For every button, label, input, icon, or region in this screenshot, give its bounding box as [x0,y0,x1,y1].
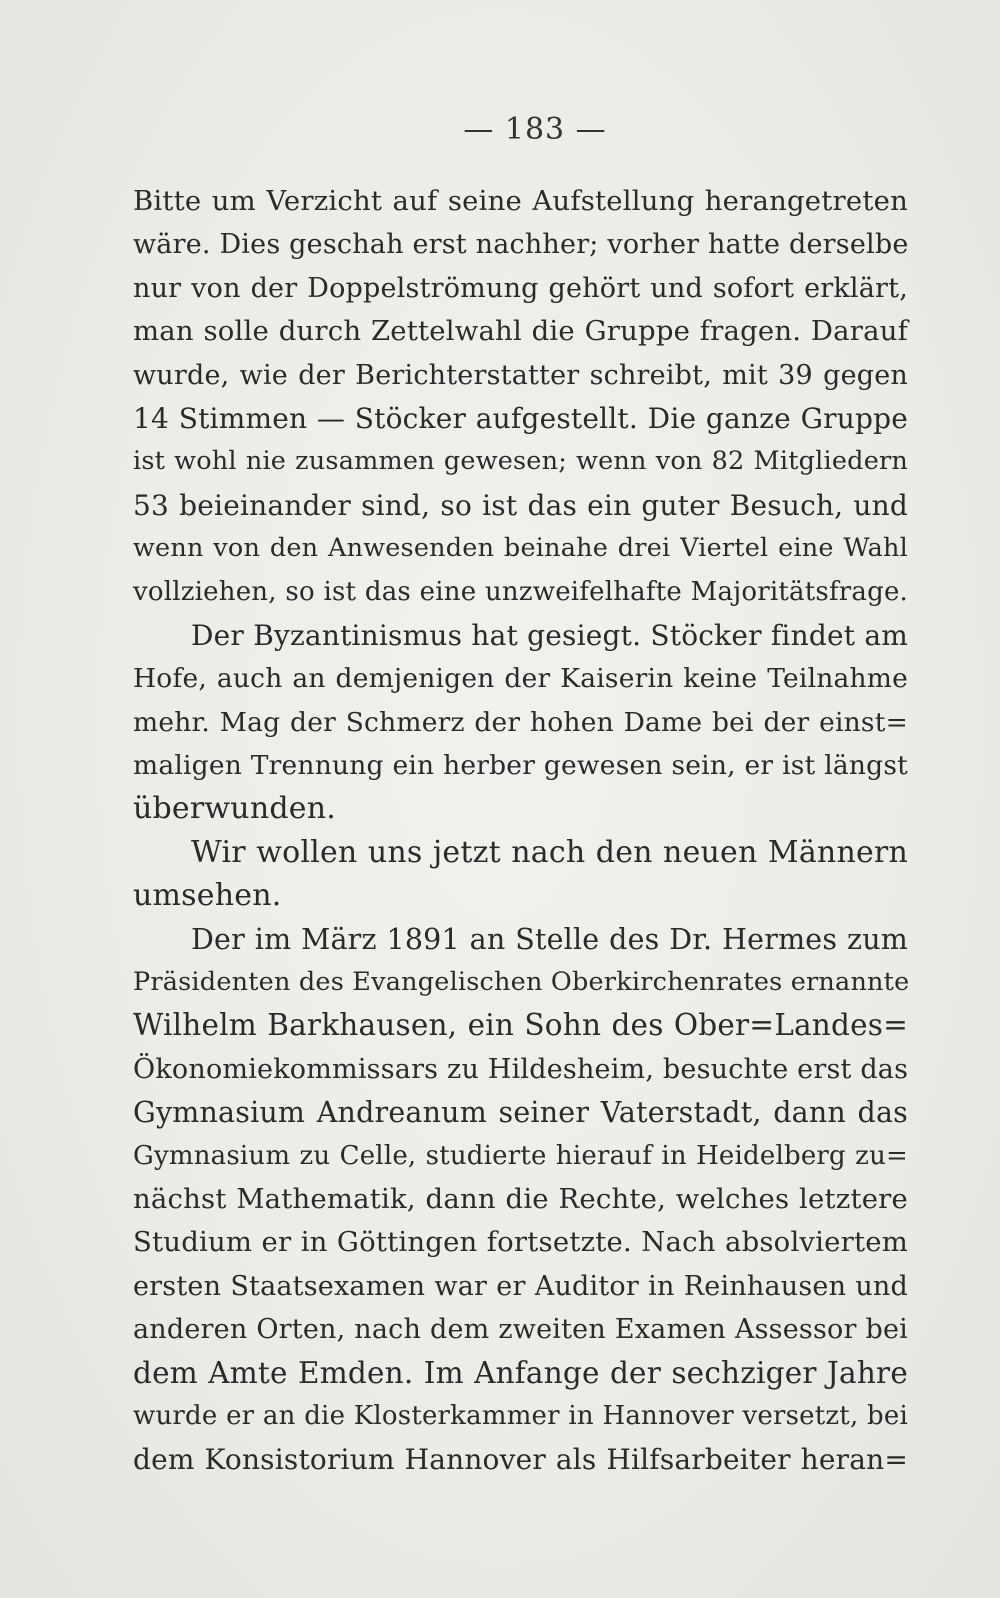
text-line: ist wohl nie zusammen gewesen; wenn von 82 Mitgliedern [133,446,908,477]
text-line: 14 Stimmen — Stöcker aufgestellt. Die ganze Gruppe [133,401,908,435]
text-line: nächst Mathematik, dann die Rechte, welches letztere [133,1182,908,1215]
text-line: anderen Orten, nach dem zweiten Examen Assessor bei [133,1314,908,1346]
text-line: Präsidenten des Evangelischen Oberkirchenrates ernannte [133,967,910,998]
text-line: Wir wollen uns jetzt nach den neuen Männern [191,834,908,870]
text-line: ersten Staatsexamen war er Auditor in Reinhausen und [133,1270,908,1302]
text-line: wurde er an die Klosterkammer in Hannover versetzt, bei [133,1400,908,1431]
text-line: umsehen. [133,878,282,914]
text-line: Gymnasium Andreanum seiner Vaterstadt, dann das [133,1096,908,1130]
text-line: Wilhelm Barkhausen, ein Sohn des Ober=Landes= [133,1008,908,1043]
text-line: überwunden. [133,791,336,827]
text-line: nur von der Doppelströmung gehört und sofort erklärt, [133,272,908,304]
text-line: wenn von den Anwesenden beinahe drei Viertel eine Wahl [133,533,908,564]
text-line: dem Konsistorium Hannover als Hilfsarbeiter heran= [133,1443,908,1477]
text-line: vollziehen, so ist das eine unzweifelhafte Majoritätsfrage. [133,576,908,607]
text-line: mehr. Mag der Schmerz der hohen Dame bei der einst= [133,706,908,738]
text-line: maligen Trennung ein herber gewesen sein, er ist längst [133,750,908,782]
text-line: Der im März 1891 an Stelle des Dr. Hermes zum [191,922,908,956]
text-line: Hofe, auch an demjenigen der Kaiserin keine Teilnahme [133,663,908,695]
text-line: wurde, wie der Berichterstatter schreibt, mit 39 gegen [133,359,908,391]
text-line: Der Byzantinismus hat gesiegt. Stöcker findet am [191,618,908,652]
text-line: dem Amte Emden. Im Anfange der sechziger Jahre [133,1355,908,1390]
page-number: — 183 — [463,112,607,147]
text-line: Bitte um Verzicht auf seine Aufstellung herangetreten [133,185,908,217]
body-text [133,180,908,1482]
text-line: Studium er in Göttingen fortsetzte. Nach absolviertem [133,1226,908,1259]
text-line: wäre. Dies geschah erst nachher; vorher hatte derselbe [133,229,909,261]
text-line: man solle durch Zettelwahl die Gruppe fragen. Darauf [133,315,908,348]
text-line: 53 beieinander sind, so ist das ein guter Besuch, und [133,488,908,522]
text-line: Ökonomiekommissars zu Hildesheim, besuchte erst das [133,1053,909,1085]
text-line: Gymnasium zu Celle, studierte hierauf in Heidelberg zu= [133,1140,908,1171]
